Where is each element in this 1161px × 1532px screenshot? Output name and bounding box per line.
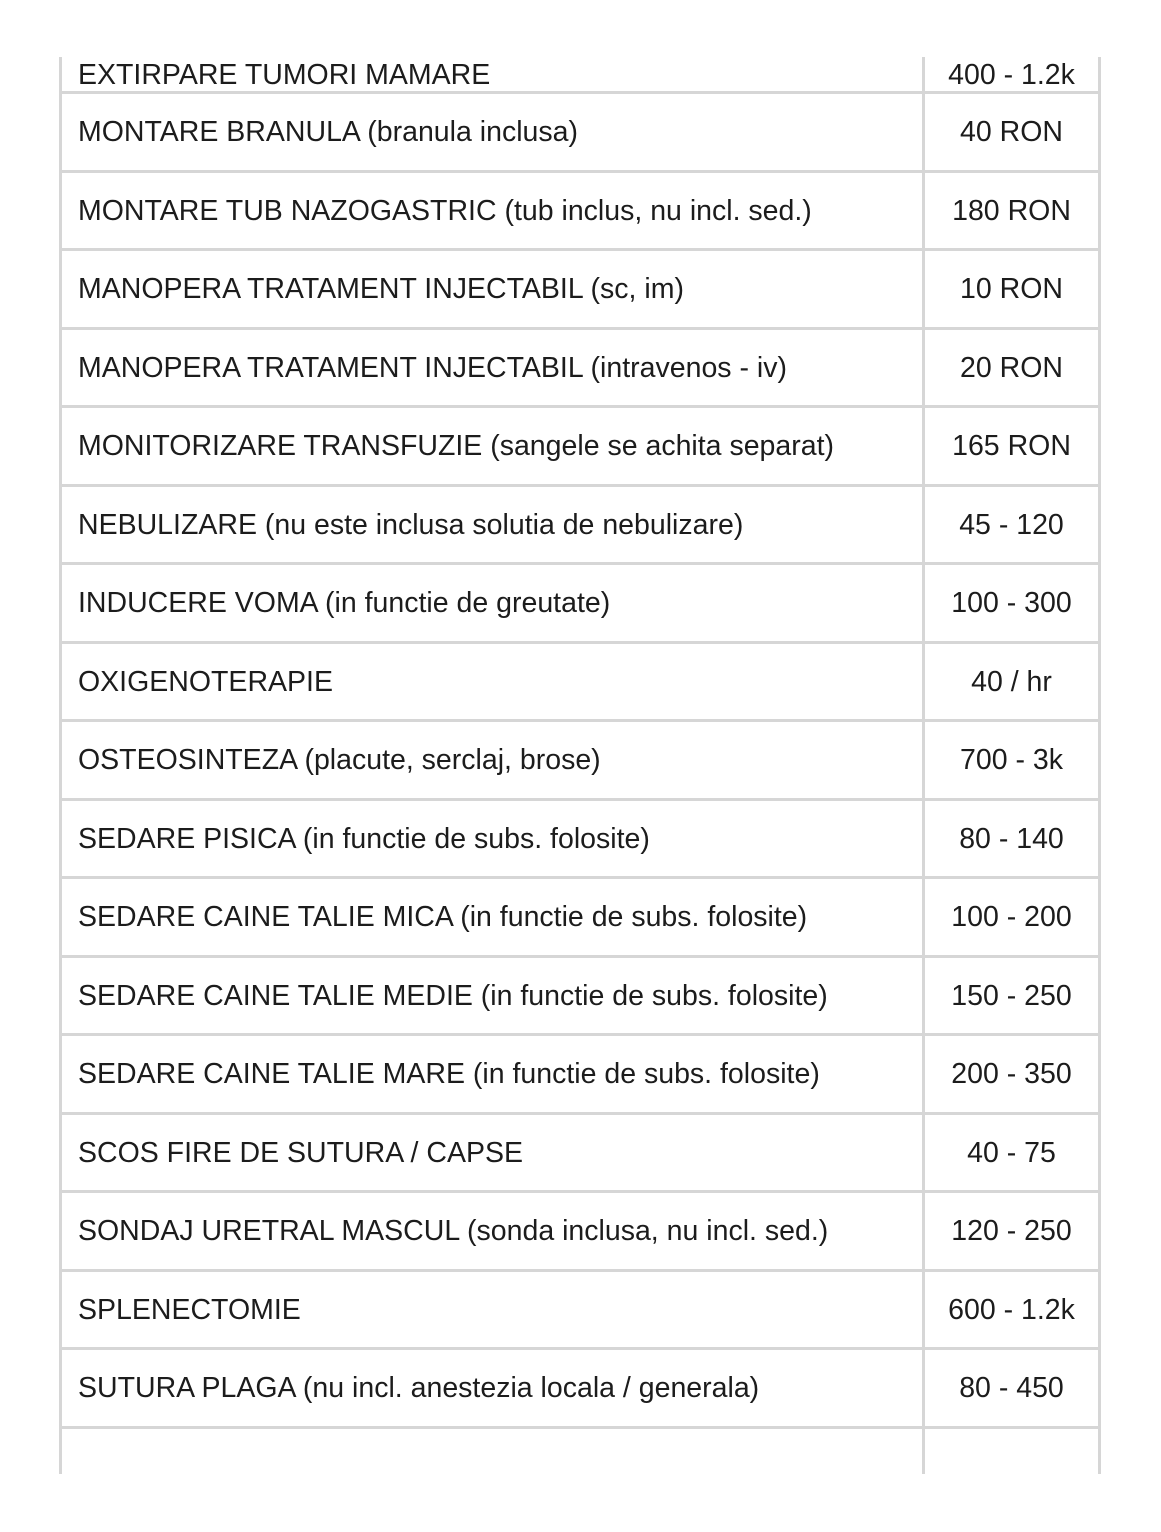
table-row: [62, 801, 1098, 880]
service-name: MANOPERA TRATAMENT INJECTABIL (intravenos - iv): [78, 351, 787, 384]
service-price: 180 RON: [952, 194, 1071, 227]
service-price: 40 RON: [960, 116, 1063, 148]
table-row: [62, 1272, 1098, 1351]
table-row: [62, 1115, 1098, 1194]
service-price: 150 - 250: [951, 979, 1072, 1012]
table-row: [62, 57, 1098, 94]
table-row: [62, 1036, 1098, 1115]
service-price: 80 - 140: [959, 822, 1064, 855]
table-row: [62, 958, 1098, 1037]
service-name: SEDARE CAINE TALIE MARE (in functie de subs. folosite): [78, 1058, 820, 1090]
table-row: [62, 330, 1098, 409]
table-row: [62, 1350, 1098, 1429]
service-name: SUTURA PLAGA (nu incl. anestezia locala / generala): [78, 1372, 760, 1404]
price-table: [59, 57, 1101, 1474]
service-name: MONTARE TUB NAZOGASTRIC (tub inclus, nu incl. sed.): [78, 194, 812, 227]
service-price: 40 - 75: [967, 1136, 1056, 1169]
service-name: MONTARE BRANULA (branula inclusa): [78, 116, 578, 148]
table-row: [62, 94, 1098, 173]
empty-table-row: [62, 1429, 1098, 1475]
service-price: 600 - 1.2k: [948, 1293, 1075, 1326]
table-row: [62, 879, 1098, 958]
service-price: 165 RON: [952, 430, 1071, 462]
table-row: [62, 408, 1098, 487]
service-price: 20 RON: [960, 351, 1063, 384]
service-name: OXIGENOTERAPIE: [78, 665, 333, 698]
service-name: SCOS FIRE DE SUTURA / CAPSE: [78, 1136, 524, 1169]
table-row: [62, 722, 1098, 801]
service-price: 200 - 350: [951, 1058, 1072, 1090]
service-name: MANOPERA TRATAMENT INJECTABIL (sc, im): [78, 273, 684, 305]
service-name: OSTEOSINTEZA (placute, serclaj, brose): [78, 744, 601, 776]
service-price: 100 - 300: [951, 587, 1072, 619]
service-name: SEDARE PISICA (in functie de subs. folosite): [78, 822, 650, 855]
service-name: EXTIRPARE TUMORI MAMARE: [78, 59, 491, 91]
table-row: [62, 1193, 1098, 1272]
service-price: 10 RON: [960, 273, 1063, 305]
table-row: [62, 487, 1098, 566]
service-name: NEBULIZARE (nu este inclusa solutia de nebulizare): [78, 508, 744, 541]
service-name: SONDAJ URETRAL MASCUL (sonda inclusa, nu incl. sed.): [78, 1215, 829, 1247]
service-name: SPLENECTOMIE: [78, 1293, 301, 1326]
service-price: 45 - 120: [959, 508, 1064, 541]
service-price: 120 - 250: [951, 1215, 1072, 1247]
table-row: [62, 565, 1098, 644]
service-name: SEDARE CAINE TALIE MICA (in functie de subs. folosite): [78, 901, 808, 933]
service-price: 400 - 1.2k: [948, 59, 1075, 91]
service-name: INDUCERE VOMA (in functie de greutate): [78, 587, 611, 619]
service-name: MONITORIZARE TRANSFUZIE (sangele se achita separat): [78, 430, 835, 462]
service-price: 700 - 3k: [960, 744, 1063, 776]
service-name: SEDARE CAINE TALIE MEDIE (in functie de subs. folosite): [78, 979, 828, 1012]
service-price: 100 - 200: [951, 901, 1072, 933]
table-row: [62, 173, 1098, 252]
service-price: 80 - 450: [959, 1372, 1064, 1404]
table-row: [62, 644, 1098, 723]
service-price: 40 / hr: [971, 665, 1052, 698]
table-row: [62, 251, 1098, 330]
